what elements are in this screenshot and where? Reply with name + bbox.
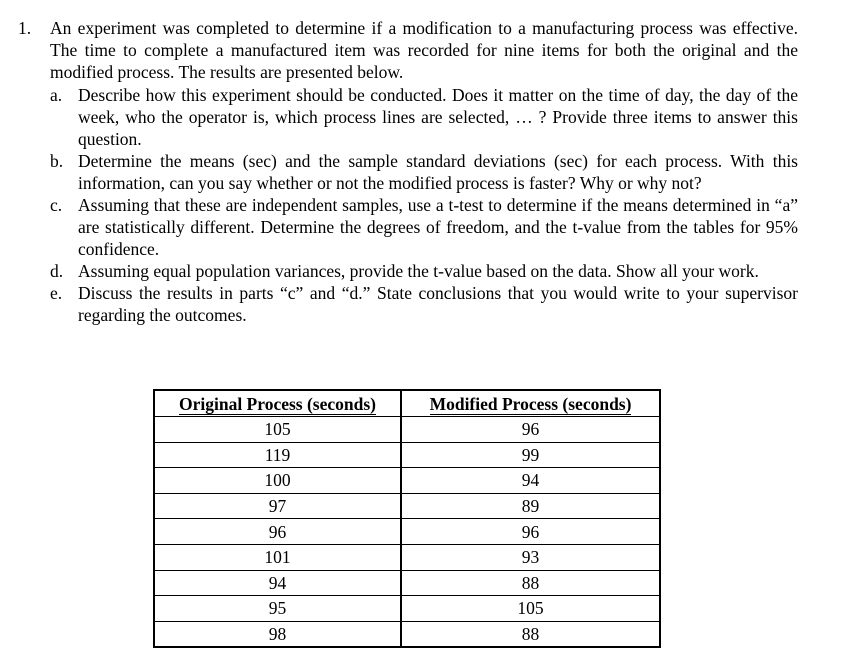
part-c xyxy=(0,194,858,260)
question-parts xyxy=(0,84,858,326)
part-d xyxy=(0,260,858,282)
data-table-wrapper xyxy=(153,389,661,648)
table-row xyxy=(154,570,660,596)
cell-original: 98 xyxy=(154,621,401,647)
cell-original: 119 xyxy=(154,442,401,468)
column-header-modified: Modified Process (seconds) xyxy=(401,390,660,417)
cell-original: 100 xyxy=(154,468,401,494)
cell-modified: 88 xyxy=(401,621,660,647)
part-text: Discuss the results in parts “c” and “d.” State conclusions that you would write to your supervisor regarding the outcomes. xyxy=(78,283,798,325)
table-row xyxy=(154,621,660,647)
table-header-row xyxy=(154,390,660,417)
cell-modified: 89 xyxy=(401,493,660,519)
part-text: Assuming equal population variances, provide the t-value based on the data. Show all your work. xyxy=(78,261,759,281)
part-letter: d. xyxy=(50,261,64,281)
table-row xyxy=(154,493,660,519)
part-letter: a. xyxy=(50,85,63,105)
question-intro: An experiment was completed to determine if a modification to a manufacturing process was effective. The time to complete a manufactured item was recorded for nine items for both the original and the modified process. The results are presented below. xyxy=(50,18,798,82)
table-row xyxy=(154,442,660,468)
table-row xyxy=(154,519,660,545)
cell-modified: 105 xyxy=(401,596,660,622)
part-a xyxy=(0,84,858,150)
cell-original: 95 xyxy=(154,596,401,622)
part-text: Describe how this experiment should be conducted. Does it matter on the time of day, the day of the week, who the operator is, which process lines are selected, … ? Provide three items to answer this question. xyxy=(78,85,798,149)
cell-modified: 99 xyxy=(401,442,660,468)
table-row xyxy=(154,596,660,622)
cell-modified: 93 xyxy=(401,544,660,570)
column-header-original: Original Process (seconds) xyxy=(154,390,401,417)
part-b xyxy=(0,150,858,194)
cell-modified: 88 xyxy=(401,570,660,596)
table-row xyxy=(154,468,660,494)
part-letter: e. xyxy=(50,283,63,303)
table-row xyxy=(154,417,660,443)
cell-modified: 94 xyxy=(401,468,660,494)
part-letter: c. xyxy=(50,195,63,215)
cell-original: 97 xyxy=(154,493,401,519)
part-text: Assuming that these are independent samples, use a t-test to determine if the means determined in “a” are statistically different. Determine the degrees of freedom, and the t-value from the tables for 95% confidence. xyxy=(78,195,798,259)
part-e xyxy=(0,282,858,326)
process-times-table xyxy=(153,389,661,648)
part-text: Determine the means (sec) and the sample standard deviations (sec) for each process. With this information, can you say whether or not the modified process is faster? Why or why not? xyxy=(78,151,798,193)
cell-original: 101 xyxy=(154,544,401,570)
cell-original: 105 xyxy=(154,417,401,443)
part-letter: b. xyxy=(50,151,64,171)
table-row xyxy=(154,544,660,570)
cell-modified: 96 xyxy=(401,417,660,443)
cell-original: 94 xyxy=(154,570,401,596)
cell-modified: 96 xyxy=(401,519,660,545)
cell-original: 96 xyxy=(154,519,401,545)
question-number: 1. xyxy=(18,18,32,38)
